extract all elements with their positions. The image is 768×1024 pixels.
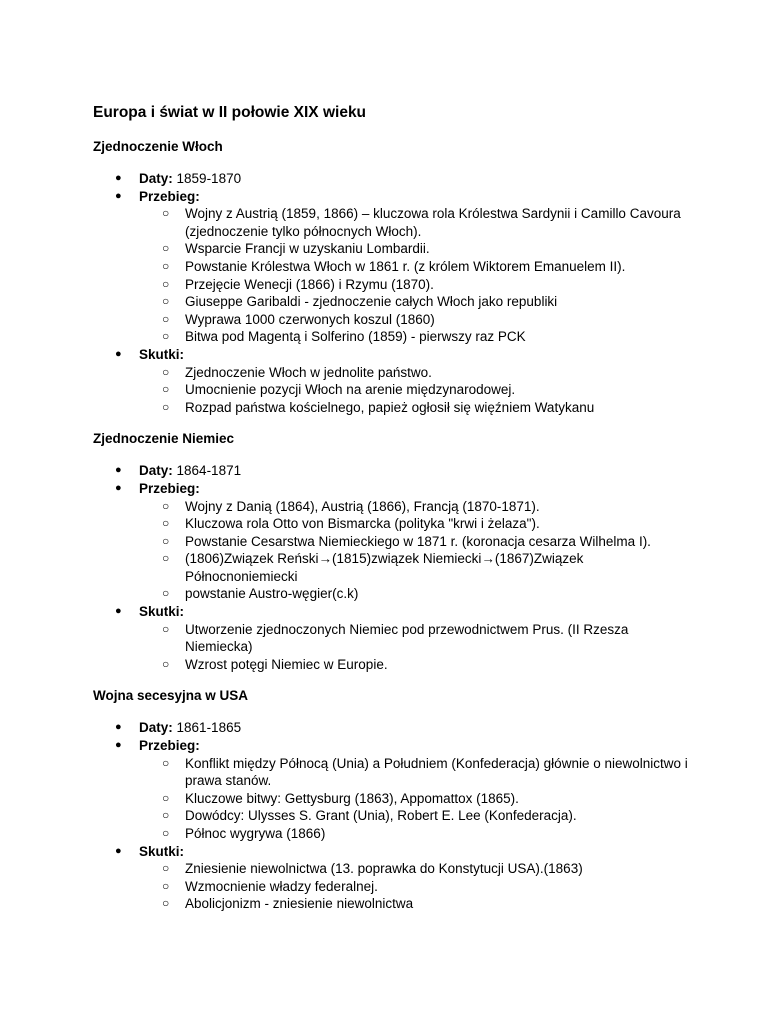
hollow-bullet-icon: ○ (162, 533, 170, 548)
bullet-icon: ● (115, 172, 122, 184)
sub-list-item-text: Rozpad państwa kościelnego, papież ogłosił się więźniem Watykanu (185, 399, 595, 415)
sub-list-item-text: Dowódcy: Ulysses S. Grant (Unia), Robert E. Lee (Konfederacja). (185, 808, 577, 824)
document-body (93, 138, 693, 913)
list-item-effects (93, 843, 693, 913)
sub-list-item (139, 276, 693, 294)
section-1 (93, 430, 693, 673)
course-list (139, 205, 693, 346)
list-item-course (93, 188, 693, 346)
document-page (93, 102, 693, 927)
sub-list-item-text: Wsparcie Francji w uzyskaniu Lombardii. (185, 241, 430, 257)
sub-list-item (139, 258, 693, 276)
hollow-bullet-icon: ○ (162, 861, 170, 876)
effects-list (139, 364, 693, 417)
section-title: Wojna secesyjna w USA (93, 688, 249, 704)
list-item-dates (93, 170, 693, 188)
hollow-bullet-icon: ○ (162, 329, 170, 344)
bullet-icon: ● (115, 844, 122, 857)
hollow-bullet-icon: ○ (162, 399, 170, 414)
hollow-bullet-icon: ○ (162, 878, 170, 893)
sub-list-item-text: Powstanie Królestwa Włoch w 1861 r. (z królem Wiktorem Emanuelem II). (185, 258, 626, 274)
course-label: Przebieg: (139, 480, 200, 496)
list-item-dates (93, 719, 693, 737)
bullet-icon: ● (115, 347, 122, 360)
sub-list-item (139, 656, 693, 674)
sub-list-item-text: Konflikt między Północą (Unia) a Południem (Konfederacja) głównie o niewolnictwo i prawa stanów. (185, 755, 688, 789)
dates-label: Daty: (139, 720, 173, 736)
sub-list-item (139, 293, 693, 311)
sub-list-item (139, 860, 693, 878)
hollow-bullet-icon: ○ (162, 294, 170, 309)
sub-list-item (139, 825, 693, 843)
bullet-icon: ● (115, 481, 122, 494)
dates-label: Daty: (139, 463, 173, 479)
sub-list-item (139, 585, 693, 603)
sub-list-item-text: Zjednoczenie Włoch w jednolite państwo. (185, 364, 432, 380)
hollow-bullet-icon: ○ (162, 382, 170, 397)
dates-value: 1864-1871 (176, 463, 242, 479)
sub-list-item (139, 328, 693, 346)
section-list (93, 462, 693, 673)
document-title: Europa i świat w II połowie XIX wieku (93, 104, 367, 121)
hollow-bullet-icon: ○ (162, 826, 170, 840)
sub-list-item (139, 533, 693, 551)
course-list (139, 755, 693, 843)
bullet-icon: ● (115, 721, 122, 734)
course-list (139, 498, 693, 604)
sub-list-item-text: Północ wygrywa (1866) (185, 826, 326, 841)
sub-list-item-text: (1806)Związek Reński→(1815)związek Niemiecki→(1867)Związek Północnoniemiecki (185, 551, 584, 584)
sub-list-item-text: Wojny z Austrią (1859, 1866) – kluczowa rola Królestwa Sardynii i Camillo Cavoura (zjednoczenie tylko północnych Włoch). (185, 206, 681, 239)
section-0 (93, 138, 693, 416)
dates-value: 1859-1870 (176, 171, 242, 186)
effects-list (139, 860, 693, 913)
section-list (93, 170, 693, 416)
sub-list-item-text: Wojny z Danią (1864), Austrią (1866), Francją (1870-1871). (185, 498, 540, 514)
section-2 (93, 687, 693, 913)
list-item-course (93, 737, 693, 843)
sub-list-item-text: Utworzenie zjednoczonych Niemiec pod przewodnictwem Prus. (II Rzesza Niemiecka) (185, 621, 629, 655)
sub-list-item-text: Wzrost potęgi Niemiec w Europie. (185, 656, 388, 672)
sub-list-item (139, 205, 693, 240)
sub-list-item-text: Kluczowe bitwy: Gettysburg (1863), Appomattox (1865). (185, 790, 519, 806)
effects-label: Skutki: (139, 843, 185, 859)
sub-list-item-text: Umocnienie pozycji Włoch na arenie międzynarodowej. (185, 382, 516, 398)
section-title: Zjednoczenie Niemiec (93, 431, 235, 447)
hollow-bullet-icon: ○ (162, 364, 170, 379)
sub-list-item-text: Wzmocnienie władzy federalnej. (185, 878, 378, 894)
effects-list (139, 621, 693, 674)
sub-list-item-text: Kluczowa rola Otto von Bismarcka (polityka "krwi i żelaza"). (185, 516, 540, 532)
list-item-dates (93, 462, 693, 480)
sub-list-item (139, 311, 693, 329)
effects-label: Skutki: (139, 346, 185, 362)
hollow-bullet-icon: ○ (162, 586, 170, 601)
hollow-bullet-icon: ○ (162, 258, 170, 273)
sub-list-item-text: Zniesienie niewolnictwa (13. poprawka do Konstytucji USA).(1863) (185, 861, 583, 877)
sub-list-item (139, 550, 693, 585)
bullet-icon: ● (115, 605, 122, 618)
sub-list-item-text: Bitwa pod Magentą i Solferino (1859) - pierwszy raz PCK (185, 329, 526, 345)
sub-list-item-text: Przejęcie Wenecji (1866) i Rzymu (1870). (185, 276, 434, 292)
sub-list-item (139, 515, 693, 533)
section-list (93, 719, 693, 913)
hollow-bullet-icon: ○ (162, 551, 170, 566)
bullet-icon: ● (115, 739, 122, 752)
bullet-icon: ● (115, 464, 122, 477)
hollow-bullet-icon: ○ (162, 656, 170, 671)
sub-list-item (139, 498, 693, 516)
sub-list-item-text: Abolicjonizm - zniesienie niewolnictwa (185, 896, 414, 912)
hollow-bullet-icon: ○ (162, 498, 170, 513)
dates-label: Daty: (139, 171, 173, 186)
sub-list-item (139, 621, 693, 656)
sub-list-item (139, 807, 693, 825)
sub-list-item (139, 790, 693, 808)
course-label: Przebieg: (139, 188, 200, 204)
sub-list-item (139, 755, 693, 790)
sub-list-item-text: Powstanie Cesarstwa Niemieckiego w 1871 r. (koronacja cesarza Wilhelma I). (185, 533, 651, 549)
sub-list-item (139, 399, 693, 417)
list-item-effects (93, 346, 693, 416)
sub-list-item (139, 240, 693, 258)
list-item-course (93, 480, 693, 603)
hollow-bullet-icon: ○ (162, 241, 170, 256)
hollow-bullet-icon: ○ (162, 896, 170, 911)
list-item-effects (93, 603, 693, 673)
hollow-bullet-icon: ○ (162, 621, 170, 636)
hollow-bullet-icon: ○ (162, 311, 170, 326)
bullet-icon: ● (115, 189, 122, 202)
sub-list-item-text: Wyprawa 1000 czerwonych koszul (1860) (185, 311, 435, 327)
hollow-bullet-icon: ○ (162, 276, 170, 291)
hollow-bullet-icon: ○ (162, 516, 170, 531)
sub-list-item-text: Giuseppe Garibaldi - zjednoczenie całych Włoch jako republiki (185, 294, 558, 310)
sub-list-item (139, 895, 693, 913)
sub-list-item (139, 878, 693, 896)
hollow-bullet-icon: ○ (162, 206, 170, 221)
effects-label: Skutki: (139, 604, 185, 620)
section-title: Zjednoczenie Włoch (93, 139, 223, 154)
sub-list-item (139, 364, 693, 382)
hollow-bullet-icon: ○ (162, 790, 170, 805)
sub-list-item-text: powstanie Austro-węgier(c.k) (185, 586, 359, 602)
hollow-bullet-icon: ○ (162, 808, 170, 823)
hollow-bullet-icon: ○ (162, 755, 170, 770)
sub-list-item (139, 381, 693, 399)
course-label: Przebieg: (139, 738, 200, 754)
dates-value: 1861-1865 (176, 720, 242, 736)
